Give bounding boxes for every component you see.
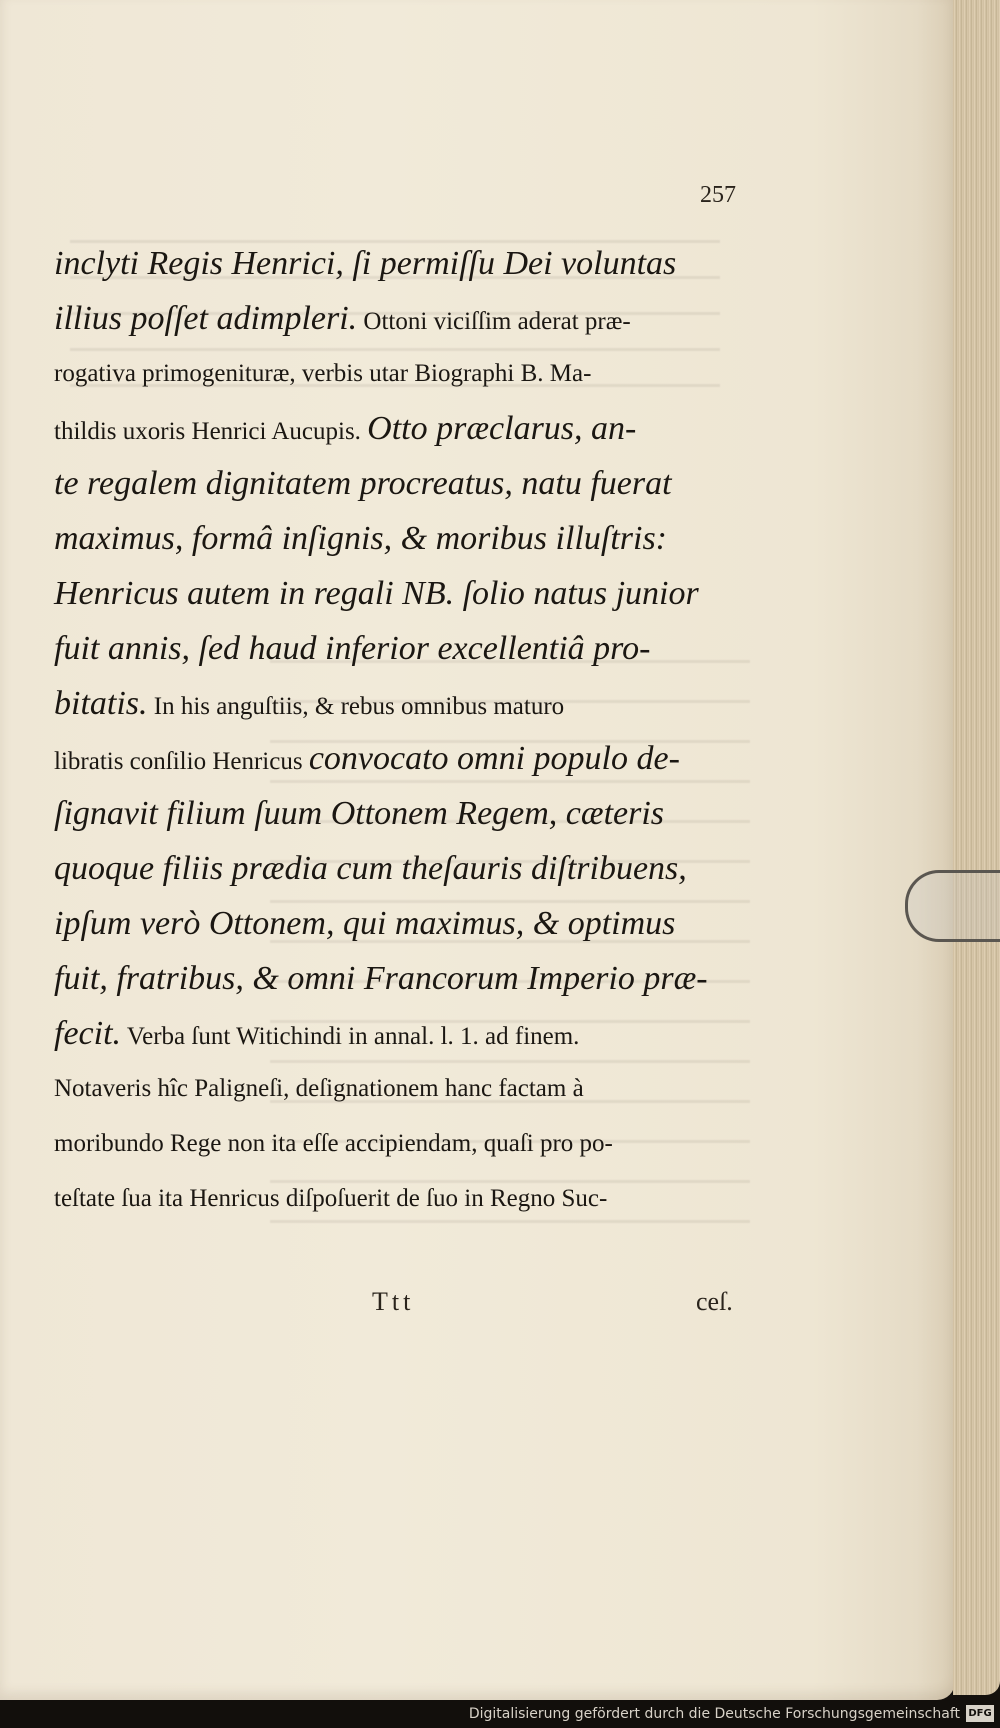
text-line: [54, 236, 789, 291]
italic-text-run: ſignavit filium ſuum Ottonem Regem, cæteris: [54, 795, 665, 832]
roman-text-run: In his anguſtiis, & rebus omnibus maturo: [147, 693, 565, 720]
text-line: [54, 786, 789, 841]
text-line: [54, 401, 789, 456]
text-line: [54, 676, 789, 731]
italic-text-run: quoque filiis prædia cum theſauris diſtribuens,: [54, 850, 687, 887]
roman-text-run: rogativa primogenituræ, verbis utar Biographi B. Ma-: [54, 360, 592, 387]
italic-text-run: fecit.: [54, 1015, 122, 1052]
credit-bar: [0, 1700, 1000, 1728]
text-line: [54, 456, 789, 511]
text-line: [54, 621, 789, 676]
page-footer: [0, 1287, 955, 1327]
text-line: [54, 951, 789, 1006]
roman-text-run: Notaveris hîc Paligneſi, deſignationem hanc factam à: [54, 1075, 584, 1102]
text-line: [54, 511, 789, 566]
roman-text-run: Verba ſunt Witichindi in annal. l. 1. ad finem.: [121, 1023, 580, 1050]
roman-text-run: libratis conſilio Henricus: [54, 748, 309, 775]
catchword: ceſ.: [696, 1287, 733, 1316]
text-line: [54, 731, 789, 786]
italic-text-run: bitatis.: [54, 685, 148, 722]
roman-text-run: thildis uxoris Henrici Aucupis.: [54, 418, 368, 445]
text-line: [54, 1171, 789, 1226]
italic-text-run: te regalem dignitatem procreatus, natu fuerat: [54, 465, 672, 502]
italic-text-run: fuit, fratribus, & omni Francorum Imperio præ-: [54, 960, 708, 997]
text-line: [54, 841, 789, 896]
roman-text-run: teſtate ſua ita Henricus diſpoſuerit de ſuo in Regno Suc-: [54, 1185, 608, 1212]
italic-text-run: fuit annis, ſed haud inferior excellentiâ pro-: [54, 630, 651, 667]
italic-text-run: ipſum verò Ottonem, qui maximus, & optimus: [54, 905, 676, 942]
text-line: [54, 1061, 789, 1116]
credit-text: Digitalisierung gefördert durch die Deutsche Forschungsgemeinschaft: [468, 1706, 960, 1722]
italic-text-run: Otto præclarus, an-: [367, 410, 637, 447]
text-line: [54, 1116, 789, 1171]
text-line: [54, 566, 789, 621]
dfg-logo: DFG: [966, 1705, 994, 1722]
page-edges: [953, 0, 1000, 1695]
page-clip: [905, 870, 1000, 942]
text-line: [54, 1006, 789, 1061]
text-line: [54, 291, 789, 346]
roman-text-run: moribundo Rege non ita eſſe accipiendam, quaſi pro po-: [54, 1130, 613, 1157]
italic-text-run: inclyti Regis Henrici, ſi permiſſu Dei voluntas: [54, 245, 677, 282]
text-line: [54, 896, 789, 951]
italic-text-run: maximus, formâ inſignis, & moribus illuſtris:: [54, 520, 667, 557]
italic-text-run: illius poſſet adimpleri.: [54, 300, 358, 337]
italic-text-run: convocato omni populo de-: [308, 740, 680, 777]
text-line: [54, 346, 789, 401]
roman-text-run: Ottoni viciſſim aderat præ-: [357, 308, 631, 335]
signature-mark: Ttt: [372, 1287, 415, 1316]
body-text: [54, 236, 789, 1226]
page-number: 257: [700, 182, 736, 208]
italic-text-run: Henricus autem in regali NB. ſolio natus junior: [54, 575, 699, 612]
